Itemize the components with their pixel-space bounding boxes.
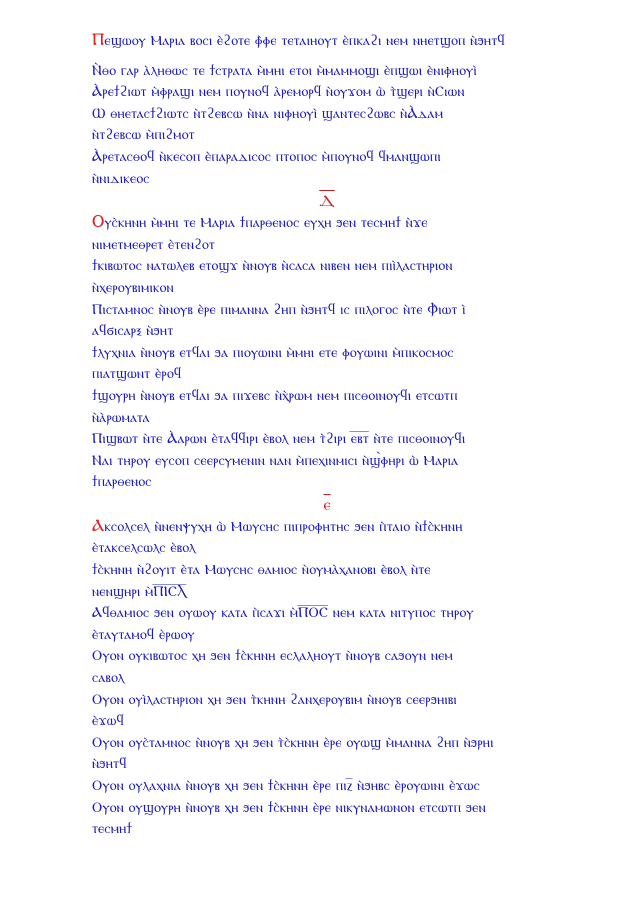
- text-line: ⲉ̀ϫⲱϥ: [92, 713, 124, 730]
- text-line: Ⲛ̀ⲑⲟ ⲅⲁⲣ ⲁ̀ⲗⲏⲑⲱⲥ ⲧⲉ ϯⲥⲧⲣⲁⲧⲁ ⲙ̀ⲙⲏⲓ ⲉⲧⲟⲓ ⲙ̀ⲙⲁⲙⲙⲟϣⲓ ⲉ̀ⲡϣⲱⲓ ⲉ̀ⲛⲓⲫⲏⲟⲩⲓ̀: [92, 62, 477, 79]
- document-page: [92, 30, 562, 841]
- text-line: ϯⲕⲓⲃⲱⲧⲟⲥ ⲛⲁⲧⲱⲗⲉⲃ ⲉⲧⲟϣϫ ⲛ̀ⲛⲟⲩⲃ ⲛ̀ⲥⲁⲥⲁ ⲛⲓⲃⲉⲛ ⲛⲉⲙ ⲡⲓⲓ̀ⲗⲁⲥⲧⲏⲣⲓⲟⲛ: [92, 258, 453, 275]
- text-line: ϯⲡⲁⲣⲑⲉⲛⲟⲥ: [92, 474, 152, 491]
- stanza-block-2: [92, 212, 562, 494]
- text-line: ϯϣⲟⲩⲣⲏ ⲛ̀ⲛⲟⲩⲃ ⲉⲧϥⲁⲓ ϧⲁ ⲡⲓϫⲉⲃⲥ ⲛ̀ⲭ̀ⲣⲱⲙ ⲛⲉⲙ ⲡⲓⲥⲑⲟⲓⲛⲟⲩϥⲓ ⲉⲧⲥⲱⲧⲡ: [92, 387, 458, 404]
- section-number-e: ⲉ: [323, 494, 331, 514]
- text-line: ⲧⲉⲥⲙⲏϯ: [92, 821, 133, 838]
- text-line: ϯⲥ̀ⲕⲏⲛⲏ ⲛ̀ϩⲟⲩⲓⲧ ⲉ̀ⲧⲁ Ⲙⲱⲩⲥⲏⲥ ⲑⲁⲙⲓⲟⲥ ⲛ̀ⲟⲩⲙⲁ̀ⲭⲁⲛⲟⲃⲓ ⲉ̀ⲃⲟⲗ ⲛ̀ⲧⲉ: [92, 562, 431, 579]
- text-line: Ⲁⲕⲥⲟⲗⲥⲉⲗ ⲛ̀ⲛⲉⲛⲯⲩⲭⲏ ⲱ̀ Ⲙⲱⲩⲥⲏⲥ ⲡⲓⲡⲣⲟⲫⲏⲧⲏⲥ ϧⲉⲛ ⲡ̀ⲧⲁⲓⲟ ⲛ̀ϯⲥ̀ⲕⲏⲛⲏ: [92, 515, 463, 536]
- text-line: Ⲁ̀ⲣⲉⲧⲁⲥⲑⲟϥ ⲛ̀ⲕⲉⲥⲟⲡ ⲉ̀ⲡⲁⲣⲁⲇⲓⲥⲟⲥ ⲡⲧⲟⲡⲟⲥ ⲙ̀ⲡⲟⲩⲛⲟϥ ϥⲙⲁⲛϣⲱⲡⲓ: [92, 148, 441, 165]
- text-line: Ⲟⲩⲟⲛ ⲟⲩⲕⲓⲃⲱⲧⲟⲥ ⲭⲏ ϧⲉⲛ ϯⲥ̀ⲕⲏⲛⲏ ⲉⲥⲗⲁⲗⲏⲟⲩⲧ ⲛ̀ⲛⲟⲩⲃ ⲥⲁϧⲟⲩⲛ ⲛⲉⲙ: [92, 648, 454, 665]
- text-line: ⲛⲓⲙⲉⲧⲙⲉⲑⲣⲉⲧ ⲉ̀ⲧⲉⲛϩⲟⲧ: [92, 236, 215, 253]
- text-line: Ⲛⲁⲓ ⲧⲏⲣⲟⲩ ⲉⲩⲥⲟⲡ ⲥⲉⲉⲣⲥⲩⲙⲉⲛⲓⲛ ⲛⲁⲛ ⲙ̀ⲡⲉⲭⲓⲛⲙⲓⲥⲓ ⲛ̀ϣ̀ⲫⲏⲣⲓ ⲱ̀ Ⲙⲁⲣⲓⲁ: [92, 452, 459, 469]
- drop-capital: Ⲁ: [92, 515, 105, 536]
- text-line: ⲥⲁⲃⲟⲗ: [92, 670, 125, 687]
- text-line: Ⲟⲩⲥ̀ⲕⲏⲛⲏ ⲙ̀ⲙⲏⲓ ⲧⲉ Ⲙⲁⲣⲓⲁ ϯⲡⲁⲣⲑⲉⲛⲟⲥ ⲉⲩⲭⲏ ϧⲉⲛ ⲧⲉⲥⲙⲏϯ ⲛ̀ϫⲉ: [92, 212, 428, 233]
- text-line: ⲁϥϭⲓⲥⲁⲣⲝ ⲛ̀ϧⲏⲧ: [92, 323, 174, 340]
- heading-text: ⲉϣⲱⲟⲩ Ⲙⲁⲣⲓⲁ ⲃⲟⲥⲓ ⲉ̀ϩⲟⲧⲉ ⲫ̀ⲫⲉ ⲧⲉⲧⲁⲓⲏⲟⲩⲧ ⲉ̀ⲡⲕⲁϩⲓ ⲛⲉⲙ ⲛⲏⲉⲧϣⲟⲡ ⲛ̀ϧⲏⲧϥ: [104, 33, 505, 49]
- text-line: ⲉ̀ⲧⲁⲩⲧⲁⲙⲟϥ ⲉ̀ⲣⲱⲟⲩ: [92, 626, 195, 643]
- text-line: Ⲱ ⲑⲏⲉⲧⲁⲥϯϩⲓⲱⲧⲥ ⲛ̀ⲧϩⲉⲃⲥⲱ ⲛ̀ⲛⲁ ⲛⲓⲫⲏⲟⲩⲓ̀ ϣⲁⲛⲧⲉⲥϩⲱⲃⲥ ⲛ̀Ⲁ̀ⲇⲁⲙ: [92, 105, 444, 122]
- text-line: ⲛ̀ⲛⲓⲇⲓⲕⲉⲟⲥ: [92, 170, 150, 187]
- text-line: ϯⲗⲩⲭⲛⲓⲁ ⲛ̀ⲛⲟⲩⲃ ⲉⲧϥⲁⲓ ϧⲁ ⲡⲓⲟⲩⲱⲓⲛⲓ ⲙ̀ⲙⲏⲓ ⲉⲧⲉ ⲫⲟⲩⲱⲓⲛⲓ ⲙ̀ⲡⲓⲕⲟⲥⲙⲟⲥ: [92, 344, 454, 361]
- drop-capital: Ⲡ: [92, 30, 105, 50]
- text-line: ⲡⲓⲁⲧϣⲱⲛⲧ ⲉ̀ⲣⲟϥ: [92, 366, 182, 383]
- text-line: ⲛ̀ⲧϩⲉⲃⲥⲱ ⲙ̀ⲡⲓϩⲙⲟⲧ: [92, 127, 195, 144]
- text-line: ⲉ̀ⲧⲁⲕⲥⲉⲗⲥⲱⲗⲥ ⲉ̀ⲃⲟⲗ: [92, 540, 196, 557]
- text-line: ⲛ̀ⲭⲉⲣⲟⲩⲃⲓⲙⲓⲕⲟⲛ: [92, 279, 174, 296]
- stanza-block-3: [92, 516, 562, 841]
- text-line: Ⲁϥⲑⲁⲙⲓⲟⲥ ϧⲉⲛ ⲟⲩⲱⲟⲩ ⲕⲁⲧⲁ ⲡ̀ⲥⲁϫⲓ ⲙ̀Ⲡ̅Ⲟ̅Ⲥ̅ ⲛⲉⲙ ⲕⲁⲧⲁ ⲛⲓⲧⲩⲡⲟⲥ ⲧⲏⲣⲟⲩ: [92, 605, 474, 622]
- text-line: Ⲟⲩⲟⲛ ⲟⲩϣⲟⲩⲣⲏ ⲛ̀ⲛⲟⲩⲃ ⲭⲏ ϧⲉⲛ ϯⲥ̀ⲕⲏⲛⲏ ⲉ̀ⲣⲉ ⲛⲓⲕⲩⲛⲁⲙⲱⲛⲟⲛ ⲉⲧⲥⲱⲧⲡ ϧⲉⲛ: [92, 799, 486, 816]
- text-line: ⲛ̀ⲁ̀ⲣⲱⲙⲁⲧⲁ: [92, 409, 150, 426]
- drop-capital: Ⲟ: [92, 212, 105, 233]
- text-line: Ⲁ̀ⲣⲉϯϩⲓⲱⲧ ⲙ̀ⲫⲣⲁϣⲓ ⲛⲉⲙ ⲡⲟⲩⲛⲟϥ ⲁ̀ⲣⲉⲙⲟⲣϥ ⲛ̀ⲟⲩϫⲟⲙ ⲱ̀ ⲧ̀ϣⲉⲣⲓ ⲛ̀Ⲥⲓⲱⲛ: [92, 84, 465, 101]
- text-line: Ⲡⲓⲥⲧⲁⲙⲛⲟⲥ ⲛ̀ⲛⲟⲩⲃ ⲉ̀ⲣⲉ ⲡⲓⲙⲁⲛⲛⲁ ϩⲏⲡ ⲛ̀ϧⲏⲧϥ ⲓⲥ ⲡⲓⲗⲟⲅⲟⲥ ⲛ̀ⲧⲉ Ⲫ̀ⲓⲱⲧ ⲓ̀: [92, 301, 466, 318]
- text-line: ⲛⲉⲛϣⲏⲣⲓ ⲙ̀Ⲡ̅Ⲓ̅Ⲥ̅Ⲗ̅: [92, 583, 187, 600]
- heading-line: [92, 30, 562, 53]
- text-line: ⲛ̀ϧⲏⲧϥ: [92, 756, 127, 773]
- text-line: Ⲟⲩⲟⲛ ⲟⲩⲗⲁⲭⲛⲓⲁ ⲛ̀ⲛⲟⲩⲃ ⲭⲏ ϧⲉⲛ ϯⲥ̀ⲕⲏⲛⲏ ⲉ̀ⲣⲉ ⲡⲓⲍ̅ ⲛ̀ϧⲏⲃⲥ ⲉ̀ⲣⲟⲩⲱⲓⲛⲓ ⲉ̀ϫⲱⲥ: [92, 778, 480, 794]
- section-number-d: Ⲇ: [319, 191, 335, 211]
- text-line: Ⲟⲩⲟⲛ ⲟⲩⲓ̀ⲗⲁⲥⲧⲏⲣⲓⲟⲛ ⲭⲏ ϧⲉⲛ ⲧ̀ⲕⲏⲛⲏ ϩⲁⲛⲭⲉⲣⲟⲩⲃⲓⲙ ⲛ̀ⲛⲟⲩⲃ ⲥⲉⲉⲣϧⲏⲓⲃⲓ: [92, 691, 457, 708]
- stanza-block-1: [92, 61, 562, 191]
- text-line: Ⲡⲓϣⲃⲱⲧ ⲛ̀ⲧⲉ Ⲁ̀ⲁⲣⲱⲛ ⲉ̀ⲧⲁϥϥⲓⲣⲓ ⲉ̀ⲃⲟⲗ ⲛⲉⲙ ⲧ̀ϩⲓⲣⲓ ⲉ̅ⲃ̅ⲧ̅ ⲛ̀ⲧⲉ ⲡⲓⲥⲑⲟⲓⲛⲟⲩϥⲓ: [92, 431, 466, 448]
- text-line: Ⲟⲩⲟⲛ ⲟⲩⲥ̀ⲧⲁⲙⲛⲟⲥ ⲛ̀ⲛⲟⲩⲃ ⲭⲏ ϧⲉⲛ ⲧ̀ⲥ̀ⲕⲏⲛⲏ ⲉ̀ⲣⲉ ⲟⲩⲱϣ ⲙ̀ⲙⲁⲛⲛⲁ ϩⲏⲡ ⲛ̀ϧⲣⲏⲓ: [92, 734, 494, 751]
